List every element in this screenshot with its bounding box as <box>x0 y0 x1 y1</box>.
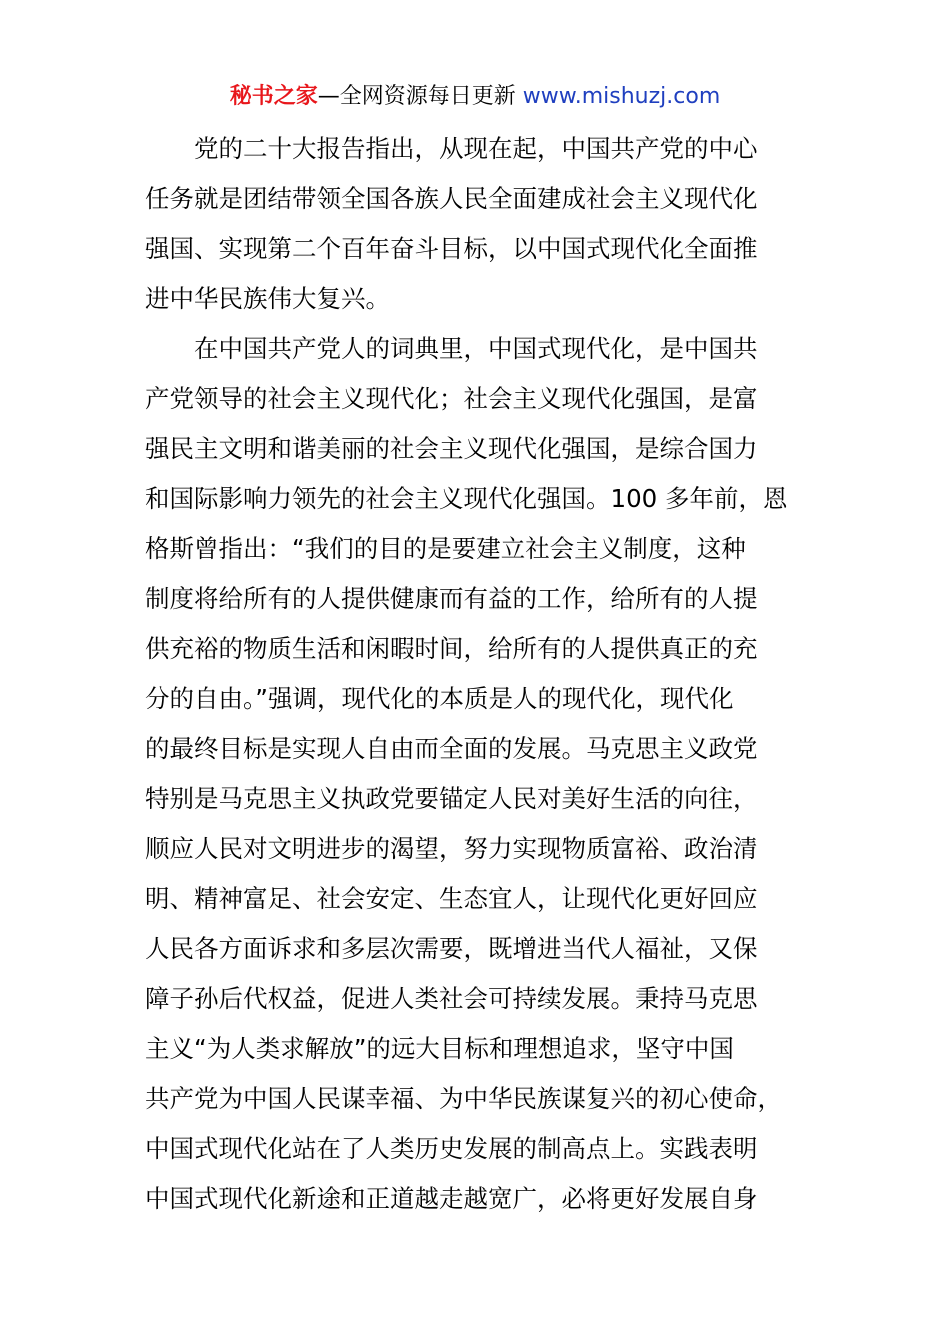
text-line: 顺应人民对文明进步的渴望，努力实现物质富裕、政治清 <box>145 834 758 863</box>
text-line: 特别是马克思主义执政党要锚定人民对美好生活的向往， <box>145 784 758 813</box>
text-line: 产党领导的社会主义现代化；社会主义现代化强国，是富 <box>145 384 758 413</box>
text-line: 主义“为人类求解放”的远大目标和理想追求，坚守中国 <box>145 1034 734 1063</box>
text-line: 中国式现代化新途和正道越走越宽广，必将更好发展自身 <box>145 1184 758 1213</box>
text-line: 强民主文明和谐美丽的社会主义现代化强国，是综合国力 <box>145 434 758 463</box>
site-tagline: —全网资源每日更新 <box>317 84 523 109</box>
text-line: 的最终目标是实现人自由而全面的发展。马克思主义政党 <box>145 734 758 763</box>
site-header <box>0 80 950 114</box>
text-line: 格斯曾指出：“我们的目的是要建立社会主义制度，这种 <box>145 534 746 563</box>
text-line: 和国际影响力领先的社会主义现代化强国。100 多年前，恩 <box>145 484 788 513</box>
text-line: 制度将给所有的人提供健康而有益的工作，给所有的人提 <box>145 584 758 613</box>
article-body <box>145 124 810 1224</box>
text-line: 明、精神富足、社会安定、生态宜人，让现代化更好回应 <box>145 884 758 913</box>
text-line: 在中国共产党人的词典里，中国式现代化，是中国共 <box>145 334 758 363</box>
site-brand: 秘书之家 <box>229 84 318 109</box>
text-line: 供充裕的物质生活和闲暇时间，给所有的人提供真正的充 <box>145 634 758 663</box>
text-line: 人民各方面诉求和多层次需要，既增进当代人福祉，又保 <box>145 934 758 963</box>
site-url-link[interactable]: www.mishuzj.com <box>522 84 721 109</box>
text-line: 任务就是团结带领全国各族人民全面建成社会主义现代化 <box>145 184 758 213</box>
text-line: 障子孙后代权益，促进人类社会可持续发展。秉持马克思 <box>145 984 758 1013</box>
text-line: 强国、实现第二个百年奋斗目标，以中国式现代化全面推 <box>145 234 758 263</box>
text-line: 进中华民族伟大复兴。 <box>145 284 390 313</box>
text-line: 分的自由。”强调，现代化的本质是人的现代化，现代化 <box>145 684 734 713</box>
text-line: 共产党为中国人民谋幸福、为中华民族谋复兴的初心使命， <box>145 1084 782 1113</box>
text-line: 中国式现代化站在了人类历史发展的制高点上。实践表明 <box>145 1134 758 1163</box>
text-line: 党的二十大报告指出，从现在起，中国共产党的中心 <box>145 134 758 163</box>
